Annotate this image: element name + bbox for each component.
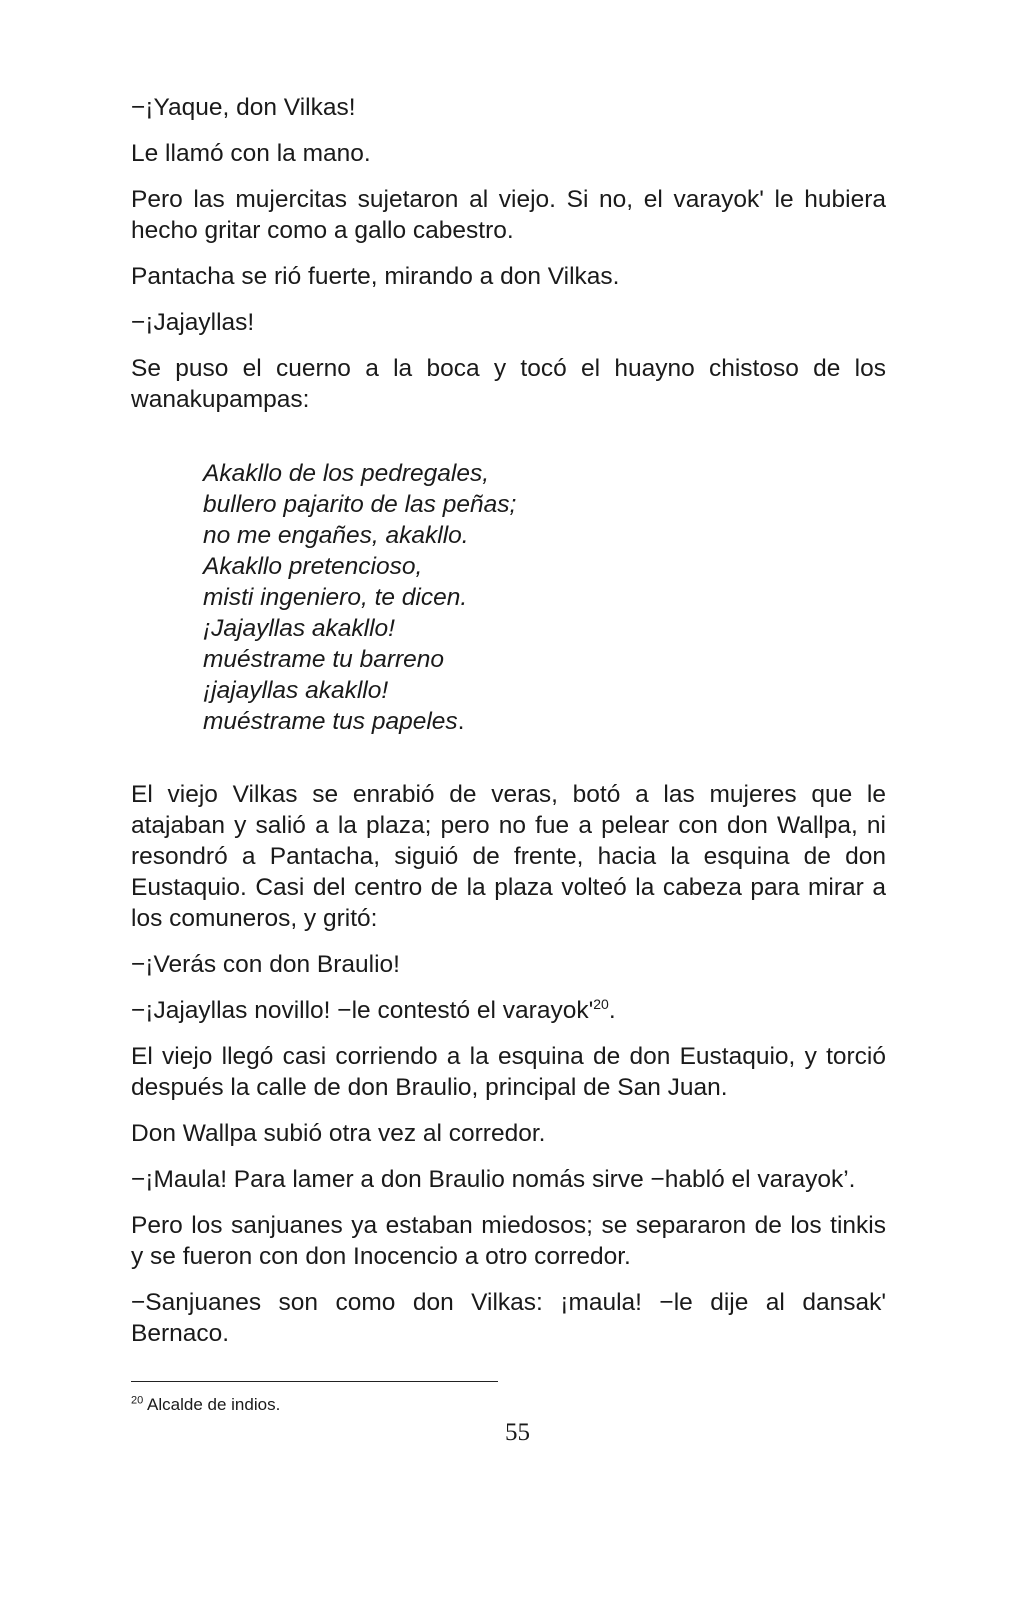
poem-final-punctuation: . (457, 708, 465, 735)
paragraph-text: −¡Jajayllas novillo! −le contestó el varayok' (131, 997, 594, 1024)
paragraph: Le llamó con la mano. (131, 140, 371, 167)
paragraph: El viejo Vilkas se enrabió de veras, botó a las mujeres que le atajaban y salió a la plaza; pero no fue a pelear con don Wallpa, ni resondró a Pantacha, siguió de frente, hacia la esquina de don Eustaquio. Casi del centro de la plaza volteó la cabeza para mirar a los comuneros, y gritó: (131, 781, 886, 932)
poem-line-text: muéstrame tus papeles (203, 708, 458, 735)
poem-line: Akakllo de los pedregales, (203, 460, 490, 487)
footnote-text: Alcalde de indios. (147, 1395, 281, 1414)
poem-line: ¡jajayllas akakllo! (203, 677, 389, 704)
poem-verse (203, 458, 886, 737)
paragraph: Pero los sanjuanes ya estaban miedosos; se separaron de los tinkis y se fueron con don Inocencio a otro corredor. (131, 1212, 886, 1270)
paragraph: −¡Verás con don Braulio! (131, 951, 400, 978)
poem-line (203, 706, 886, 737)
paragraph: Pantacha se rió fuerte, mirando a don Vilkas. (131, 263, 620, 290)
paragraph: −¡Maula! Para lamer a don Braulio nomás sirve −habló el varayok’. (131, 1166, 856, 1193)
paragraph: −Sanjuanes son como don Vilkas: ¡maula! −le dije al dansak' Bernaco. (131, 1289, 886, 1347)
footnote-reference[interactable]: 20 (593, 995, 609, 1012)
paragraph: Se puso el cuerno a la boca y tocó el huayno chistoso de los wanakupampas: (131, 355, 886, 413)
paragraph-end: . (608, 997, 616, 1024)
footnote-number: 20 (131, 1394, 144, 1407)
paragraph: −¡Yaque, don Vilkas! (131, 94, 356, 121)
paragraph: El viejo llegó casi corriendo a la esquina de don Eustaquio, y torció después la calle de don Braulio, principal de San Juan. (131, 1043, 886, 1101)
paragraph: −¡Jajayllas! (131, 309, 255, 336)
poem-line: no me engañes, akakllo. (203, 522, 469, 549)
poem-line: bullero pajarito de las peñas; (203, 491, 517, 518)
poem-line: ¡Jajayllas akakllo! (203, 615, 395, 642)
footnote (131, 1393, 280, 1417)
poem-line: Akakllo pretencioso, (203, 553, 423, 580)
paragraph (131, 995, 886, 1026)
poem-line: muéstrame tu barreno (203, 646, 445, 673)
body-text (131, 92, 886, 1364)
footnote-separator (131, 1381, 498, 1382)
page-number: 55 (505, 1419, 530, 1446)
paragraph: Pero las mujercitas sujetaron al viejo. Si no, el varayok' le hubiera hecho gritar como a gallo cabestro. (131, 186, 886, 244)
poem-line: misti ingeniero, te dicen. (203, 584, 468, 611)
paragraph: Don Wallpa subió otra vez al corredor. (131, 1120, 546, 1147)
